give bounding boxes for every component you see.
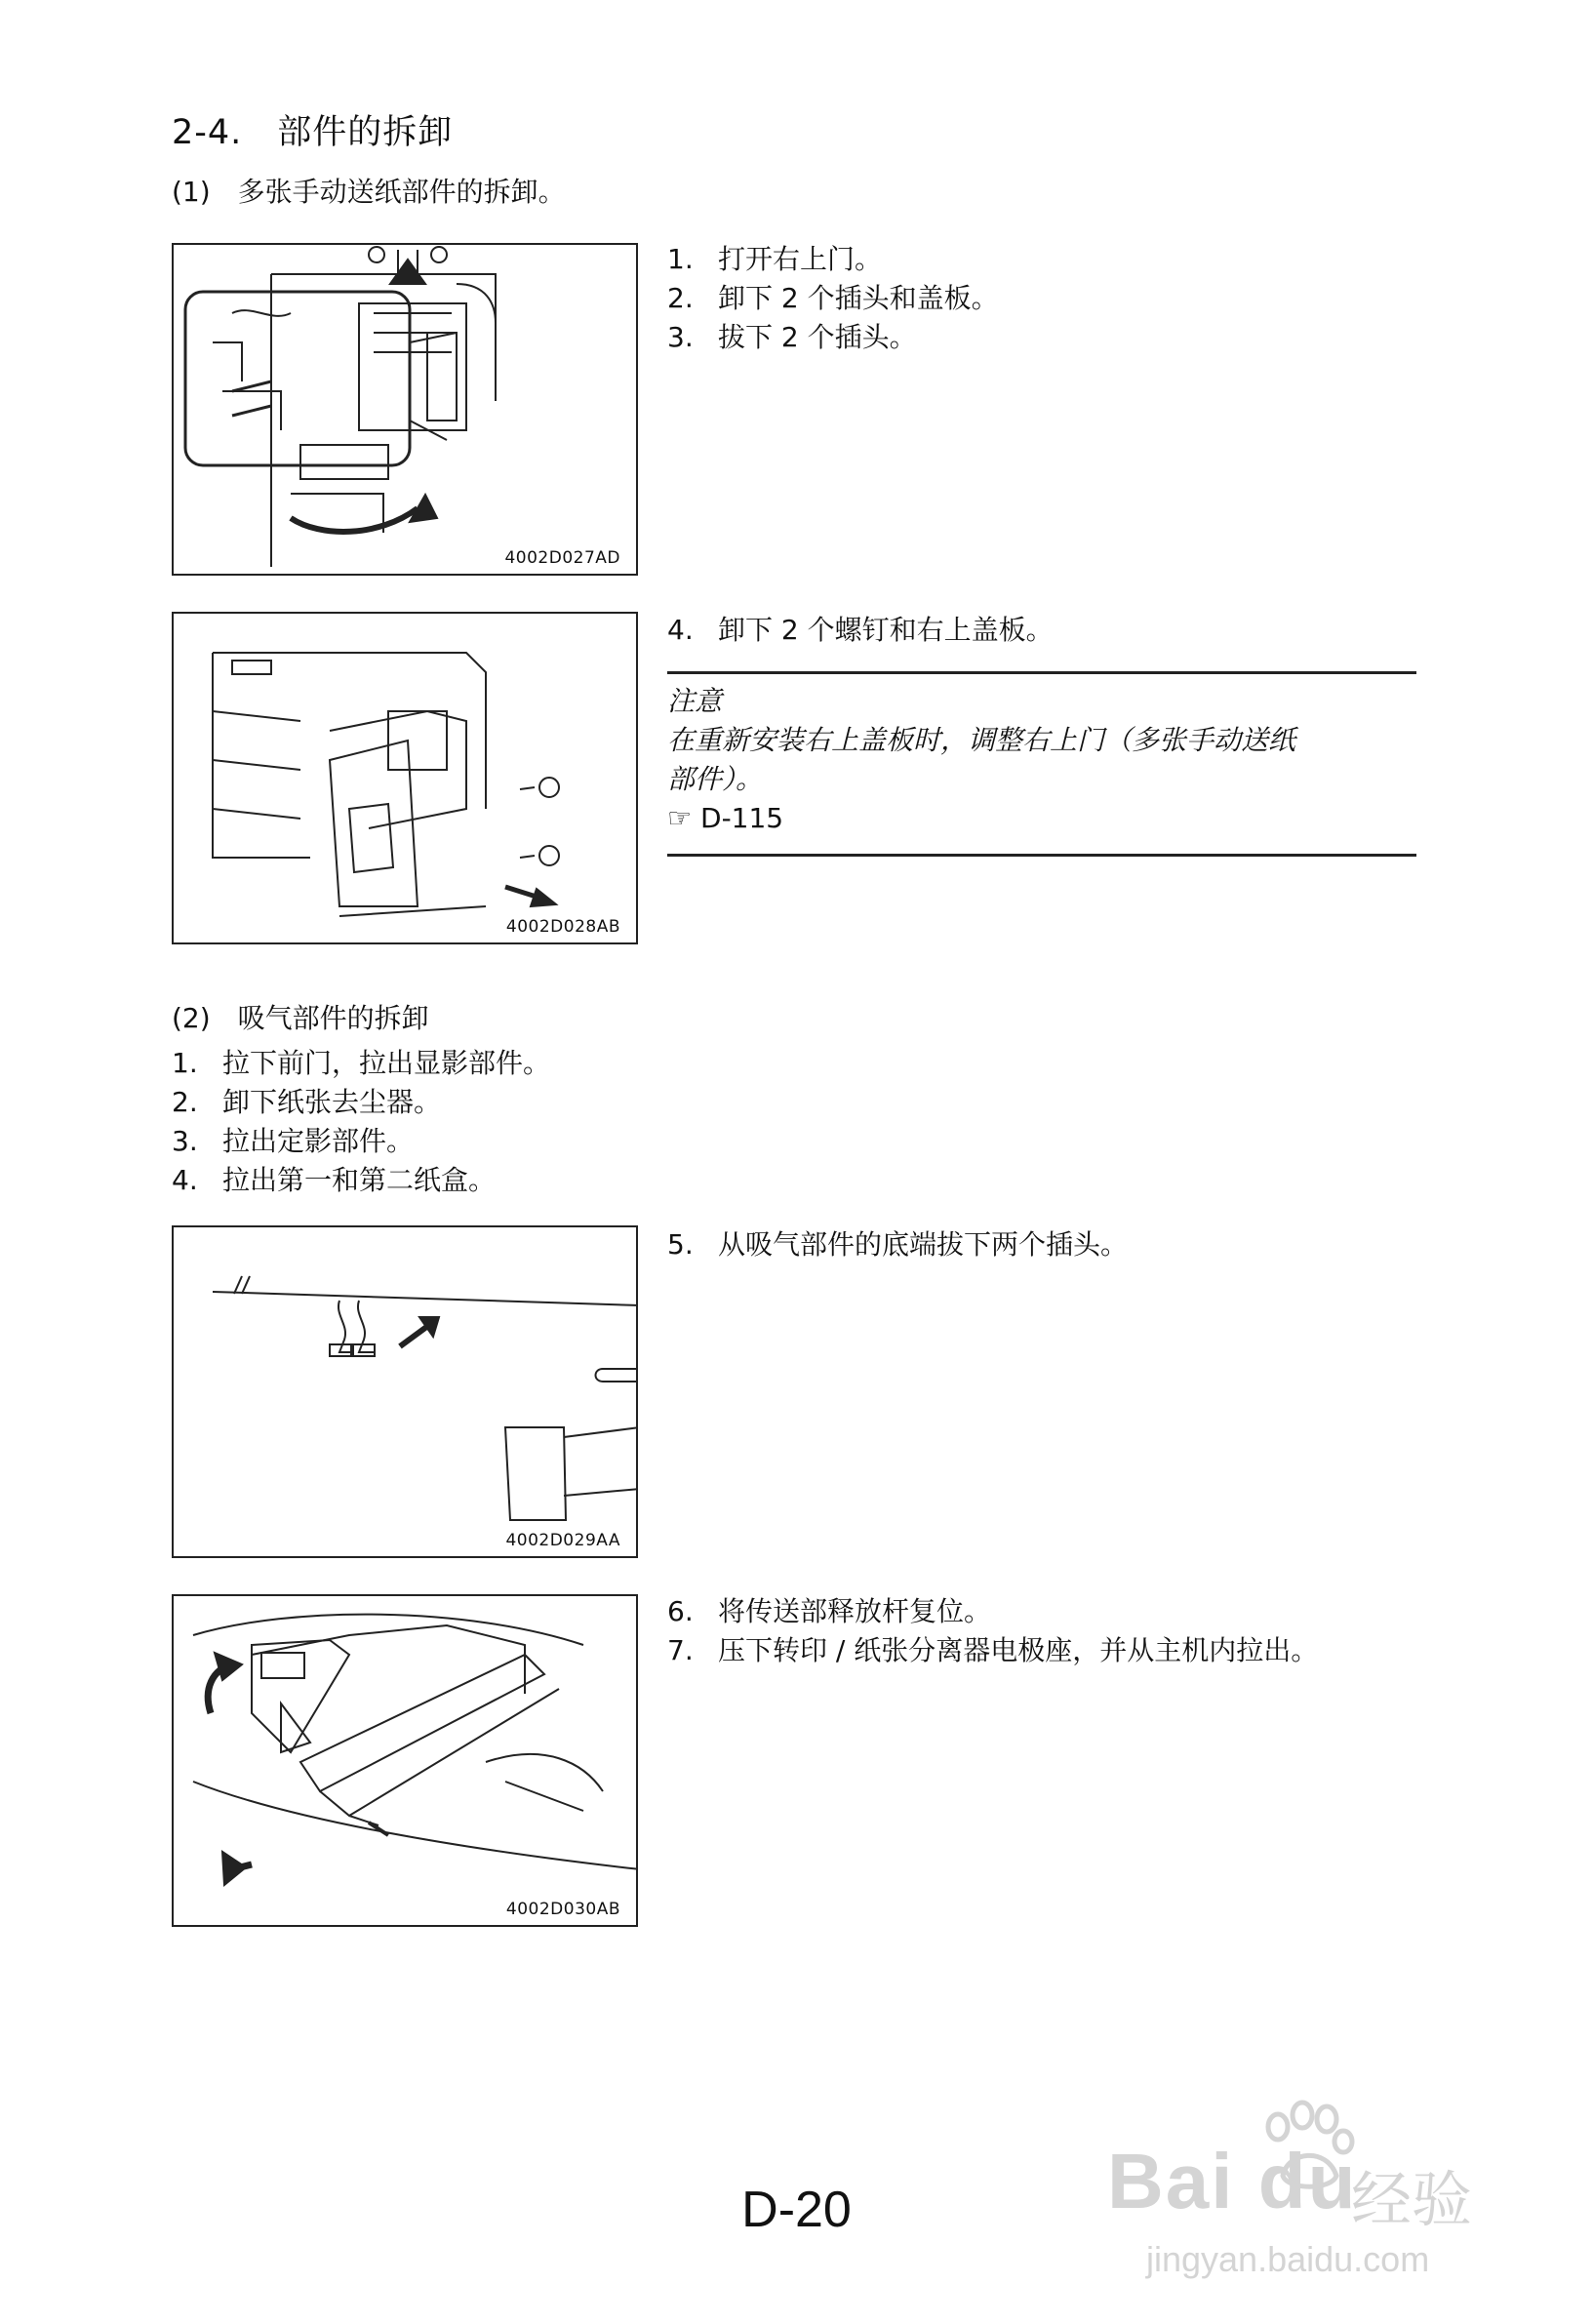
steps-list-3 [667, 1592, 1318, 1670]
figure-4 [172, 1594, 638, 1927]
figure-1-code: 4002D027AD [504, 548, 620, 568]
figure-4-code: 4002D030AB [505, 1900, 620, 1919]
step-6: 6. 将传送部释放杆复位。 [667, 1595, 992, 1627]
step-4: 4. 卸下 2 个螺钉和右上盖板。 [667, 614, 1054, 646]
step-s2-1: 1. 拉下前门，拉出显影部件。 [172, 1047, 551, 1079]
note-box [667, 671, 1416, 857]
note-reference [667, 799, 1416, 838]
steps-list-1 [667, 240, 999, 357]
figure-2 [172, 612, 638, 944]
figure-1-illustration [174, 245, 638, 576]
step-2: 2. 卸下 2 个插头和盖板。 [667, 282, 999, 314]
note-line-1: 在重新安装右上盖板时，调整右上门（多张手动送纸 [667, 724, 1296, 756]
steps-list-5 [667, 1225, 1128, 1264]
section-title: 2-4. 部件的拆卸 [172, 113, 454, 152]
subsection-1-title: (1) 多张手动送纸部件的拆卸。 [172, 176, 566, 208]
subsection-2-title: (2) 吸气部件的拆卸 [172, 1002, 429, 1034]
figure-2-code: 4002D028AB [505, 917, 620, 937]
page-number: D-20 [741, 2182, 852, 2238]
figure-3-illustration [174, 1227, 638, 1558]
figure-3 [172, 1225, 638, 1558]
figure-1 [172, 243, 638, 576]
step-3: 3. 拔下 2 个插头。 [667, 321, 917, 353]
watermark-url: jingyan.baidu.com [1146, 2239, 1430, 2279]
note-heading: 注意 [667, 685, 723, 717]
note-line-2: 部件）。 [667, 763, 764, 795]
step-s2-4: 4. 拉出第一和第二纸盒。 [172, 1164, 497, 1196]
figure-3-code: 4002D029AA [505, 1531, 620, 1550]
step-s2-3: 3. 拉出定影部件。 [172, 1125, 415, 1157]
step-7: 7. 压下转印 / 纸张分离器电极座，并从主机内拉出。 [667, 1634, 1319, 1666]
figure-4-illustration [174, 1596, 638, 1927]
figure-2-illustration [174, 614, 638, 944]
watermark-brand: Bai du [1107, 2138, 1358, 2224]
step-1: 1. 打开右上门。 [667, 243, 883, 275]
pointing-hand-icon: ☞ [667, 802, 693, 834]
steps-list-4 [667, 611, 1054, 650]
step-5: 5. 从吸气部件的底端拔下两个插头。 [667, 1228, 1129, 1261]
step-s2-2: 2. 卸下纸张去尘器。 [172, 1086, 442, 1118]
steps-list-2 [172, 1044, 550, 1200]
watermark-cn: 经验 [1351, 2164, 1473, 2235]
reference-link[interactable]: D-115 [700, 802, 784, 834]
